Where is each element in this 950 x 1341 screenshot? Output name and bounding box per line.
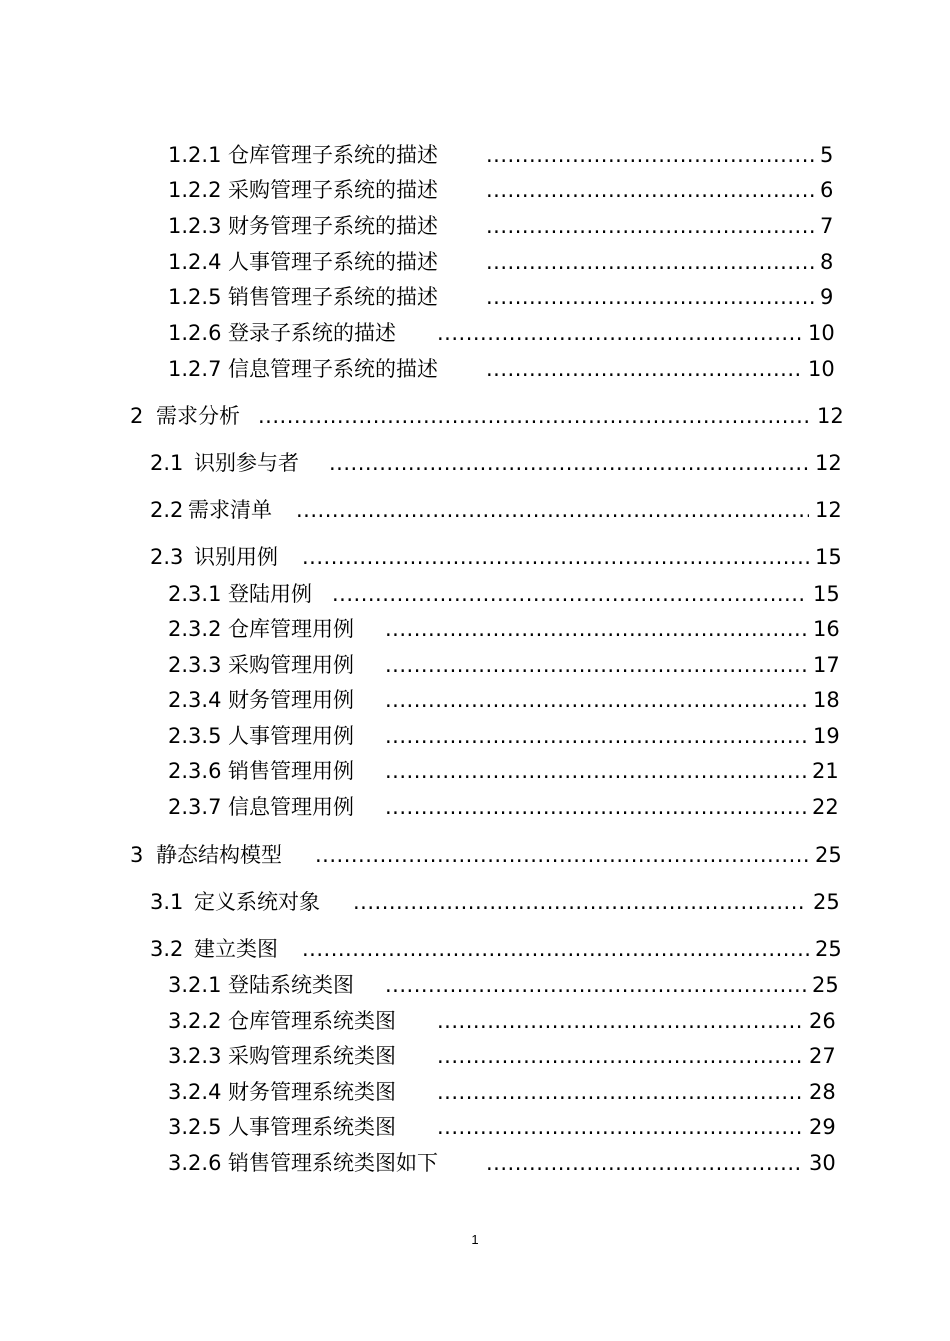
- toc-entry[interactable]: [130, 401, 890, 431]
- toc-entry[interactable]: [168, 1112, 890, 1142]
- toc-dot-leader: [437, 1041, 803, 1071]
- toc-entry[interactable]: [168, 792, 890, 822]
- toc-entry-title: 仓库管理子系统的描述: [228, 143, 438, 167]
- toc-entry-number: 1.2.3: [168, 214, 222, 238]
- toc-dot-leader: [437, 1077, 803, 1107]
- toc-dot-leader: [385, 614, 807, 644]
- toc-entry[interactable]: [168, 211, 890, 241]
- toc-entry-page: 25: [815, 937, 842, 961]
- toc-entry-title: 识别用例: [194, 545, 278, 569]
- toc-entry[interactable]: [168, 247, 890, 277]
- toc-entry-page: 12: [817, 404, 844, 428]
- toc-entry-number: 1.2.5: [168, 285, 222, 309]
- toc-entry-number: 3: [130, 843, 144, 867]
- toc-entry-title: 财务管理子系统的描述: [228, 214, 438, 238]
- toc-entry[interactable]: [168, 756, 890, 786]
- toc-entry-number: 3.2.5: [168, 1115, 222, 1139]
- toc-entry-title: 信息管理用例: [228, 795, 354, 819]
- toc-entry-page: 15: [813, 582, 840, 606]
- toc-entry-title: 静态结构模型: [156, 843, 282, 867]
- toc-dot-leader: [296, 495, 809, 525]
- toc-entry[interactable]: [168, 282, 890, 312]
- toc-entry-title: 人事管理用例: [228, 724, 354, 748]
- toc-entry[interactable]: [150, 542, 890, 572]
- toc-entry-number: 2.3: [150, 545, 184, 569]
- toc-entry-number: 2.3.4: [168, 688, 222, 712]
- toc-entry-number: 3.2.4: [168, 1080, 222, 1104]
- toc-entry-number: 3.2: [150, 937, 184, 961]
- toc-entry-page: 6: [820, 178, 834, 202]
- toc-dot-leader: [385, 792, 806, 822]
- toc-entry-number: 1.2.2: [168, 178, 222, 202]
- toc-entry-title: 财务管理用例: [228, 688, 354, 712]
- toc-dot-leader: [329, 448, 809, 478]
- toc-entry-page: 5: [820, 143, 834, 167]
- toc-entry-number: 2.3.3: [168, 653, 222, 677]
- toc-entry-number: 1.2.4: [168, 250, 222, 274]
- toc-dot-leader: [353, 887, 807, 917]
- toc-entry-title: 销售管理系统类图如下: [228, 1151, 438, 1175]
- toc-entry-number: 2.3.1: [168, 582, 222, 606]
- toc-entry-page: 9: [820, 285, 834, 309]
- toc-entry[interactable]: [130, 840, 890, 870]
- toc-entry[interactable]: [150, 887, 890, 917]
- toc-entry-page: 21: [812, 759, 839, 783]
- toc-dot-leader: [486, 175, 814, 205]
- toc-entry-number: 2: [130, 404, 144, 428]
- toc-entry[interactable]: [168, 140, 890, 170]
- toc-entry-page: 26: [809, 1009, 836, 1033]
- toc-entry-title: 识别参与者: [194, 451, 299, 475]
- toc-entry-title: 信息管理子系统的描述: [228, 357, 438, 381]
- toc-entry-title: 采购管理子系统的描述: [228, 178, 438, 202]
- toc-entry[interactable]: [150, 448, 890, 478]
- toc-entry-page: 10: [808, 321, 835, 345]
- toc-dot-leader: [486, 354, 802, 384]
- toc-entry-title: 仓库管理用例: [228, 617, 354, 641]
- toc-entry-title: 采购管理系统类图: [228, 1044, 396, 1068]
- toc-entry-title: 销售管理用例: [228, 759, 354, 783]
- toc-entry-page: 28: [809, 1080, 836, 1104]
- toc-entry-title: 人事管理子系统的描述: [228, 250, 438, 274]
- toc-entry-title: 人事管理系统类图: [228, 1115, 396, 1139]
- toc-entry-title: 建立类图: [194, 937, 278, 961]
- toc-entry-number: 2.3.6: [168, 759, 222, 783]
- toc-dot-leader: [437, 318, 802, 348]
- toc-entry-page: 25: [815, 843, 842, 867]
- toc-entry[interactable]: [168, 579, 890, 609]
- toc-entry-page: 27: [809, 1044, 836, 1068]
- toc-entry-number: 1.2.7: [168, 357, 222, 381]
- toc-entry-number: 3.2.3: [168, 1044, 222, 1068]
- toc-dot-leader: [486, 282, 814, 312]
- toc-entry[interactable]: [168, 685, 890, 715]
- toc-entry-page: 7: [820, 214, 834, 238]
- toc-dot-leader: [385, 970, 806, 1000]
- toc-entry[interactable]: [168, 354, 890, 384]
- toc-dot-leader: [258, 401, 811, 431]
- toc-dot-leader: [486, 247, 814, 277]
- toc-entry-page: 16: [813, 617, 840, 641]
- toc-entry-page: 12: [815, 498, 842, 522]
- toc-entry-title: 需求分析: [156, 404, 240, 428]
- page-number: 1: [471, 1232, 479, 1247]
- toc-entry-number: 2.2: [150, 498, 184, 522]
- toc-entry-page: 15: [815, 545, 842, 569]
- toc-entry-page: 25: [813, 890, 840, 914]
- toc-entry-number: 1.2.6: [168, 321, 222, 345]
- toc-entry-number: 1.2.1: [168, 143, 222, 167]
- toc-dot-leader: [486, 140, 814, 170]
- toc-entry[interactable]: [168, 1041, 890, 1071]
- toc-entry-title: 仓库管理系统类图: [228, 1009, 396, 1033]
- toc-entry-page: 30: [809, 1151, 836, 1175]
- toc-entry-page: 17: [813, 653, 840, 677]
- toc-dot-leader: [486, 1148, 803, 1178]
- toc-entry[interactable]: [150, 934, 890, 964]
- toc-entry-number: 2.3.5: [168, 724, 222, 748]
- toc-dot-leader: [302, 542, 809, 572]
- toc-entry-title: 销售管理子系统的描述: [228, 285, 438, 309]
- toc-entry[interactable]: [168, 318, 890, 348]
- toc-entry-page: 10: [808, 357, 835, 381]
- toc-dot-leader: [302, 934, 809, 964]
- toc-entry[interactable]: [168, 614, 890, 644]
- toc-dot-leader: [486, 211, 814, 241]
- toc-entry-number: 2.3.2: [168, 617, 222, 641]
- toc-dot-leader: [385, 650, 807, 680]
- toc-entry-number: 3.2.6: [168, 1151, 222, 1175]
- toc-entry-page: 22: [812, 795, 839, 819]
- toc-entry[interactable]: [150, 495, 890, 525]
- toc-entry-title: 财务管理系统类图: [228, 1080, 396, 1104]
- toc-entry[interactable]: [168, 650, 890, 680]
- toc-entry[interactable]: [168, 1077, 890, 1107]
- toc-entry-page: 12: [815, 451, 842, 475]
- toc-entry-page: 29: [809, 1115, 836, 1139]
- toc-entry-page: 19: [813, 724, 840, 748]
- toc-entry-title: 登陆用例: [228, 582, 312, 606]
- toc-dot-leader: [437, 1006, 803, 1036]
- toc-entry-number: 3.2.1: [168, 973, 222, 997]
- toc-entry-number: 2.3.7: [168, 795, 222, 819]
- toc-entry[interactable]: [168, 970, 890, 1000]
- toc-entry-title: 定义系统对象: [194, 890, 320, 914]
- toc-entry-number: 3.1: [150, 890, 184, 914]
- toc-entry-title: 采购管理用例: [228, 653, 354, 677]
- toc-dot-leader: [385, 756, 806, 786]
- toc-entry[interactable]: [168, 1148, 890, 1178]
- toc-entry-page: 18: [813, 688, 840, 712]
- toc-entry-title: 登录子系统的描述: [228, 321, 396, 345]
- toc-dot-leader: [385, 721, 807, 751]
- toc-dot-leader: [315, 840, 809, 870]
- toc-entry-title: 登陆系统类图: [228, 973, 354, 997]
- toc-entry-number: 2.1: [150, 451, 184, 475]
- toc-entry[interactable]: [168, 721, 890, 751]
- toc-entry[interactable]: [168, 175, 890, 205]
- toc-entry-page: 25: [812, 973, 839, 997]
- toc-entry-page: 8: [820, 250, 834, 274]
- toc-entry[interactable]: [168, 1006, 890, 1036]
- toc-entry-title: 需求清单: [188, 498, 272, 522]
- toc-entry-number: 3.2.2: [168, 1009, 222, 1033]
- toc-dot-leader: [332, 579, 807, 609]
- toc-dot-leader: [385, 685, 807, 715]
- toc-dot-leader: [437, 1112, 803, 1142]
